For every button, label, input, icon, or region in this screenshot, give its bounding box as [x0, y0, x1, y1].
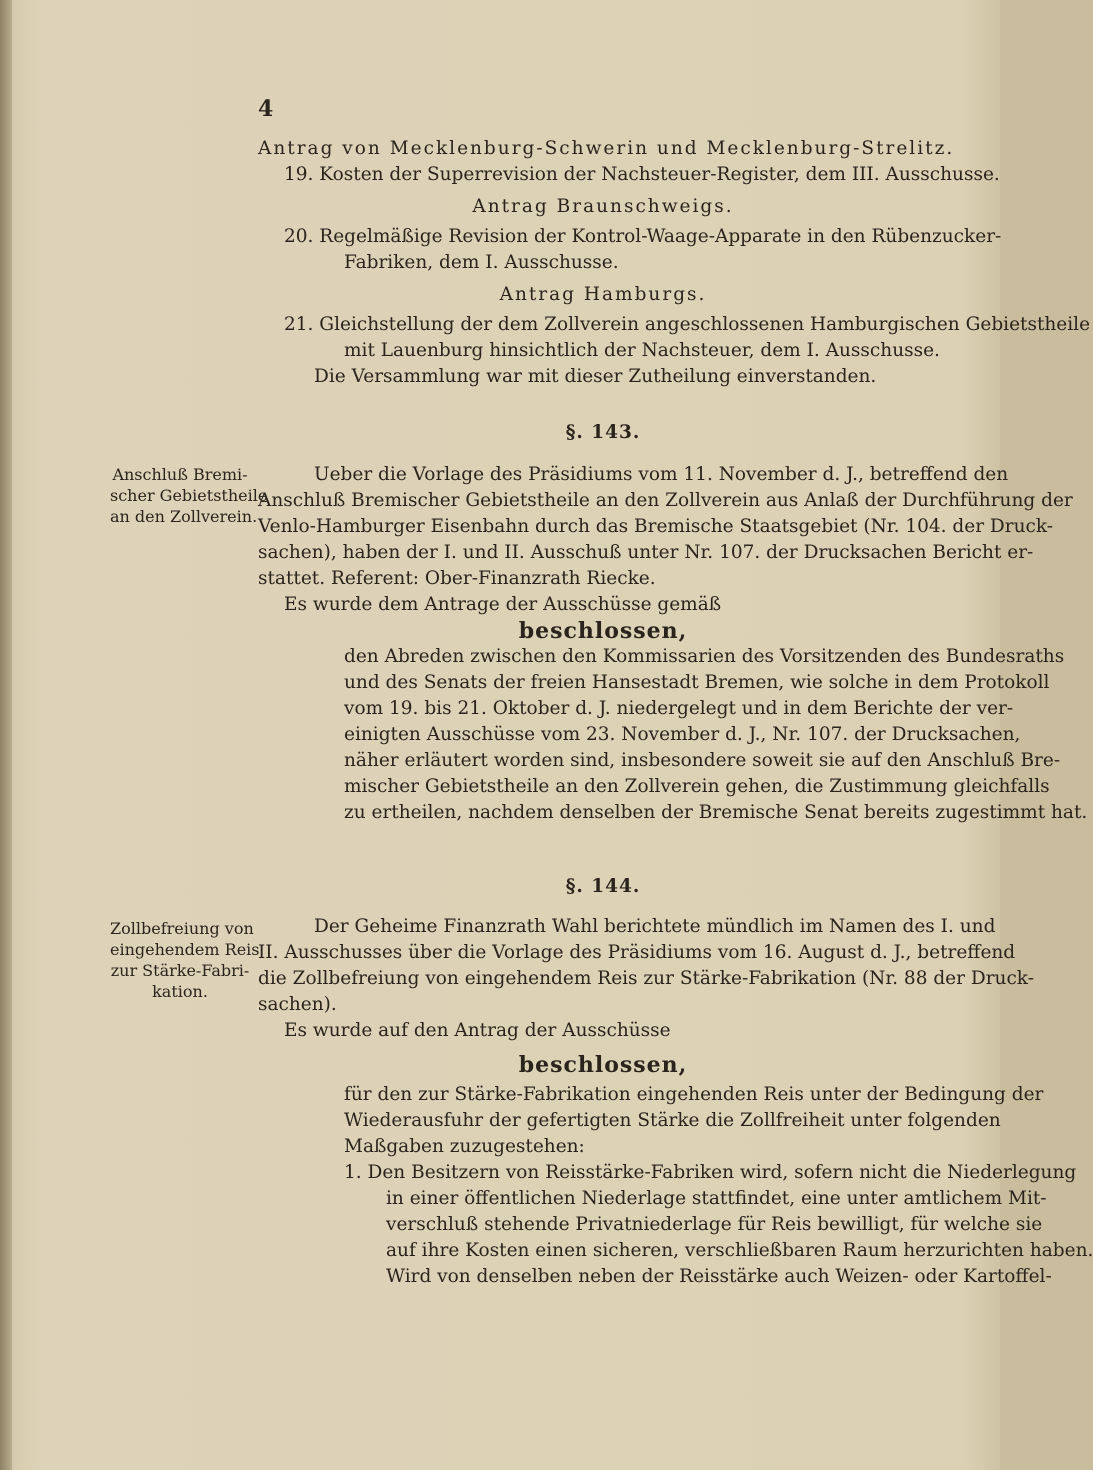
agenda-item-20-line2: Fabriken, dem I. Ausschusse. [344, 252, 619, 273]
paragraph-line: Wird von denselben neben der Reisstärke auch Weizen- oder Kartoffel- [386, 1266, 1052, 1287]
margin-note-line: an den Zollverein. [110, 507, 258, 526]
section-144-margin-note [110, 918, 260, 1002]
paragraph-line: Maßgaben zuzugestehen: [344, 1136, 585, 1157]
margin-note-line: kation. [152, 982, 208, 1001]
margin-note-line: Zollbefreiung von [110, 919, 254, 938]
agenda-item-21-line2: mit Lauenburg hinsichtlich der Nachsteuer, dem I. Ausschusse. [344, 340, 940, 361]
paragraph-line: sachen), haben der I. und II. Ausschuß unter Nr. 107. der Drucksachen Bericht er- [258, 542, 1034, 563]
resolution-text [258, 1082, 1044, 1160]
paragraph-line: Venlo-Hamburger Eisenbahn durch das Bremische Staatsgebiet (Nr. 104. der Druck- [258, 516, 1054, 537]
margin-note-line: eingehendem Reis [110, 940, 260, 959]
paragraph-line: II. Ausschusses über die Vorlage des Präsidiums vom 16. August d. J., betreffend [258, 942, 1016, 963]
paragraph-line: die Zollbefreiung von eingehendem Reis zur Stärke-Fabrikation (Nr. 88 der Druck- [258, 968, 1034, 989]
resolution-intro: Es wurde auf den Antrag der Ausschüsse [284, 1020, 671, 1041]
resolution-intro: Es wurde dem Antrage der Ausschüsse gemäß [284, 594, 722, 615]
agenda-item-21-line1: 21. Gleichstellung der dem Zollverein angeschlossenen Hamburgischen Gebietstheile [284, 314, 1091, 335]
antrag-braunschweig-heading: Antrag Braunschweigs. [472, 196, 734, 217]
beschlossen-label: beschlossen, [518, 1052, 688, 1078]
paragraph-line: für den zur Stärke-Fabrikation eingehenden Reis unter der Bedingung der [344, 1084, 1044, 1105]
antrag-hamburg-heading: Antrag Hamburgs. [499, 284, 707, 305]
agenda-item-19: 19. Kosten der Superrevision der Nachsteuer-Register, dem III. Ausschusse. [284, 164, 1000, 185]
paragraph-line: den Abreden zwischen den Kommissarien des Vorsitzenden des Bundesraths [344, 646, 1065, 667]
paragraph-line: mischer Gebietstheile an den Zollverein gehen, die Zustimmung gleichfalls [344, 776, 1050, 797]
paragraph-line: sachen). [258, 994, 337, 1015]
paragraph-line: Der Geheime Finanzrath Wahl berichtete mündlich im Namen des I. und [314, 916, 996, 937]
resolution-text [258, 644, 1088, 826]
margin-note-line: Anschluß Bremi- [112, 465, 248, 484]
book-spine-shadow [0, 0, 12, 1470]
antrag-mecklenburg-heading: Antrag von Mecklenburg-Schwerin und Mecklenburg-Strelitz. [258, 138, 955, 159]
agenda-item-20-line1: 20. Regelmäßige Revision der Kontrol-Waage-Apparate in den Rübenzucker- [284, 226, 1002, 247]
paragraph-line: und des Senats der freien Hansestadt Bremen, wie solche in dem Protokoll [344, 672, 1050, 693]
paragraph-line: zu ertheilen, nachdem denselben der Bremische Senat bereits zugestimmt hat. [344, 802, 1088, 823]
beschlossen-label: beschlossen, [518, 618, 688, 644]
paragraph-line: Ueber die Vorlage des Präsidiums vom 11. November d. J., betreffend den [314, 464, 1009, 485]
section-144-body [258, 914, 1093, 1290]
paragraph-line: auf ihre Kosten einen sicheren, verschließbaren Raum herzurichten haben. [386, 1240, 1093, 1261]
paragraph-line: näher erläutert worden sind, insbesondere soweit sie auf den Anschluß Bre- [344, 750, 1061, 771]
agenda-block [258, 136, 1091, 390]
paragraph-line: stattet. Referent: Ober-Finanzrath Riecke. [258, 568, 656, 589]
paragraph-line: verschluß stehende Privatniederlage für Reis bewilligt, für welche sie [386, 1214, 1043, 1235]
section-144-heading: §. 144. [565, 876, 641, 897]
paragraph-line: einigten Ausschüsse vom 23. November d. J., Nr. 107. der Drucksachen, [344, 724, 1021, 745]
section-143-margin-note [110, 464, 268, 527]
margin-note-line: zur Stärke-Fabri- [110, 961, 250, 980]
provision-1 [258, 1160, 1093, 1290]
margin-note-line: scher Gebietstheile [110, 486, 268, 505]
paragraph-line: vom 19. bis 21. Oktober d. J. niedergelegt und in dem Berichte der ver- [344, 698, 1014, 719]
section-143-heading: §. 143. [565, 422, 641, 443]
agreement-statement: Die Versammlung war mit dieser Zutheilung einverstanden. [314, 366, 877, 387]
page-number: 4 [258, 96, 274, 122]
section-143-body [258, 462, 1088, 826]
paragraph-line: Anschluß Bremischer Gebietstheile an den Zollverein aus Anlaß der Durchführung der [258, 490, 1073, 511]
paragraph-line: 1. Den Besitzern von Reisstärke-Fabriken wird, sofern nicht die Niederlegung [344, 1162, 1077, 1183]
paragraph-line: in einer öffentlichen Niederlage stattfindet, eine unter amtlichem Mit- [386, 1188, 1047, 1209]
paragraph-line: Wiederausfuhr der gefertigten Stärke die Zollfreiheit unter folgenden [344, 1110, 1001, 1131]
